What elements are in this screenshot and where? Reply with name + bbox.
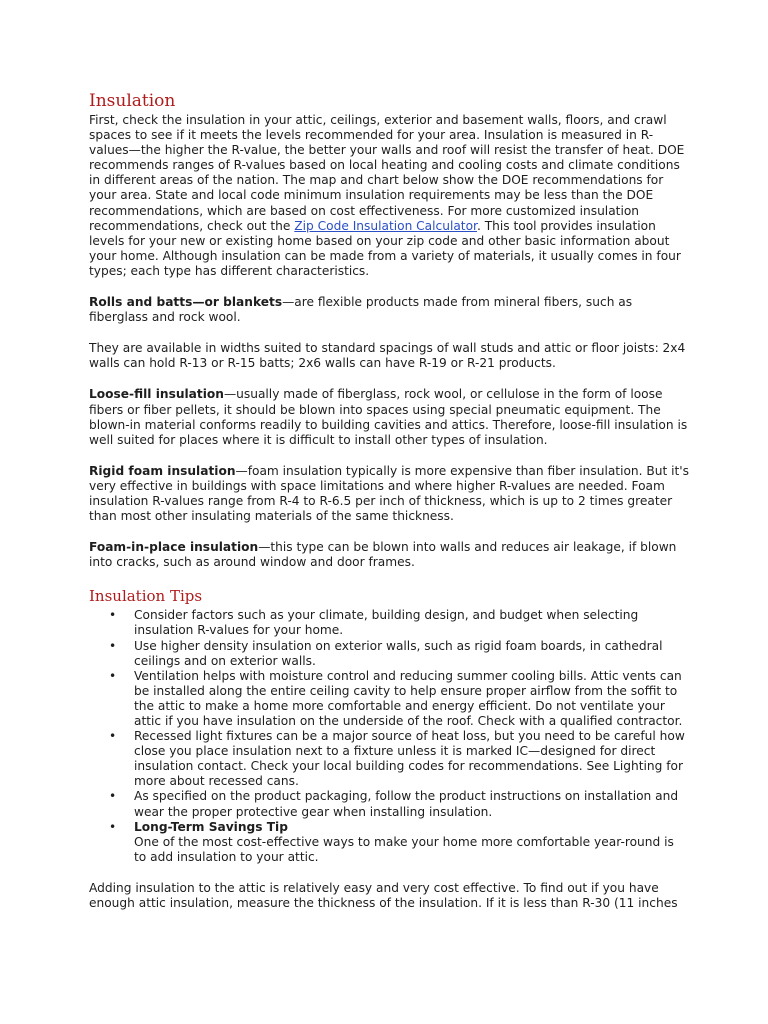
- intro-text-before: First, check the insulation in your attic, ceilings, exterior and basement walls, floors, and crawl spaces to see if it meets the levels recommended for your area. Insulation is measured in R-values—the higher the R-value, the better your walls and roof will resist the transfer of heat. DOE recommends ranges of R-values based on local heating and cooling costs and climate conditions in different areas of the nation. The map and chart below show the DOE recommendations for your area. State and local code minimum insulation requirements may be less than the DOE recommendations, which are based on cost effectiveness. For more customized insulation recommendations, check out the: [89, 113, 685, 233]
- bullet-icon: •: [109, 789, 117, 804]
- rigid-foam-paragraph: [89, 464, 689, 524]
- tips-list: [89, 608, 689, 865]
- bullet-icon: •: [109, 729, 117, 744]
- list-item: [89, 820, 689, 865]
- loose-fill-paragraph: [89, 387, 689, 447]
- tip-text: As specified on the product packaging, follow the product instructions on installation and wear the proper protective gear when installing insulation.: [134, 789, 679, 819]
- list-item: [89, 729, 689, 789]
- loose-fill-text: —usually made of fiberglass, rock wool, or cellulose in the form of loose fibers or fiber pellets, it should be blown into spaces using special pneumatic equipment. The blown-in material conforms readily to building cavities and attics. Therefore, loose-fill insulation is well suited for places where it is difficult to install other types of insulation.: [89, 387, 688, 447]
- list-item: [89, 669, 689, 729]
- rolls-batts-text: —are flexible products made from mineral fibers, such as fiberglass and rock wool.: [89, 295, 633, 325]
- bullet-icon: •: [109, 638, 117, 653]
- document-page: [89, 90, 689, 927]
- bullet-icon: •: [109, 608, 117, 623]
- list-item: [89, 789, 689, 819]
- foam-in-place-text: —this type can be blown into walls and reduces air leakage, if blown into cracks, such as around window and door frames.: [89, 540, 677, 570]
- tip-text: Consider factors such as your climate, building design, and budget when selecting insulation R-values for your home.: [134, 608, 639, 638]
- rolls-batts-paragraph: [89, 295, 689, 325]
- rigid-foam-text: —foam insulation typically is more expensive than fiber insulation. But it's very effective in buildings with space limitations and where higher R-values are needed. Foam insulation R-values range from R-4 to R-6.5 per inch of thickness, which is up to 2 times greater than most other insulating materials of the same thickness.: [89, 463, 689, 524]
- tip-text: Use higher density insulation on exterior walls, such as rigid foam boards, in cathedral ceilings and on exterior walls.: [134, 638, 663, 668]
- tip-text: Recessed light fixtures can be a major source of heat loss, but you need to be careful how close you place insulation next to a fixture unless it is marked IC—designed for direct insulation contact. Check your local building codes for recommendations. See Lighting for more about recessed cans.: [134, 729, 685, 789]
- savings-tip-text: One of the most cost-effective ways to make your home more comfortable year-round is to add insulation to your attic.: [134, 834, 674, 864]
- savings-tip-title: Long-Term Savings Tip: [134, 819, 288, 834]
- foam-in-place-term: Foam-in-place insulation: [89, 540, 259, 555]
- intro-paragraph: [89, 113, 689, 279]
- list-item: [89, 608, 689, 638]
- rigid-foam-term: Rigid foam insulation: [89, 463, 236, 478]
- list-item: [89, 639, 689, 669]
- closing-paragraph: Adding insulation to the attic is relatively easy and very cost effective. To find out if you have enough attic insulation, measure the thickness of the insulation. If it is less than R-30 (11 inches: [89, 880, 678, 911]
- rolls-batts-term: Rolls and batts—or blankets: [89, 295, 283, 310]
- loose-fill-term: Loose-fill insulation: [89, 387, 224, 402]
- zip-code-calculator-link[interactable]: Zip Code Insulation Calculator: [294, 218, 477, 233]
- foam-in-place-paragraph: [89, 540, 689, 570]
- bullet-icon: •: [109, 668, 117, 683]
- tips-heading: Insulation Tips: [89, 587, 203, 606]
- intro-text-after: . This tool provides insulation levels for your new or existing home based on your zip code and other basic information about your home. Although insulation can be made from a variety of materials, it usually comes in four types; each type has different characteristics.: [89, 218, 681, 278]
- bullet-icon: •: [109, 819, 117, 834]
- widths-paragraph: They are available in widths suited to standard spacings of wall studs and attic or floor joists: 2x4 walls can hold R-13 or R-15 batts; 2x6 walls can have R-19 or R-21 products.: [89, 341, 686, 371]
- tip-text: Ventilation helps with moisture control and reducing summer cooling bills. Attic vents can be installed along the entire ceiling cavity to help ensure proper airflow from the soffit to the attic to make a home more comfortable and energy efficient. Do not ventilate your attic if you have insulation on the underside of the roof. Check with a qualified contractor.: [134, 668, 683, 728]
- page-title: Insulation: [89, 91, 176, 111]
